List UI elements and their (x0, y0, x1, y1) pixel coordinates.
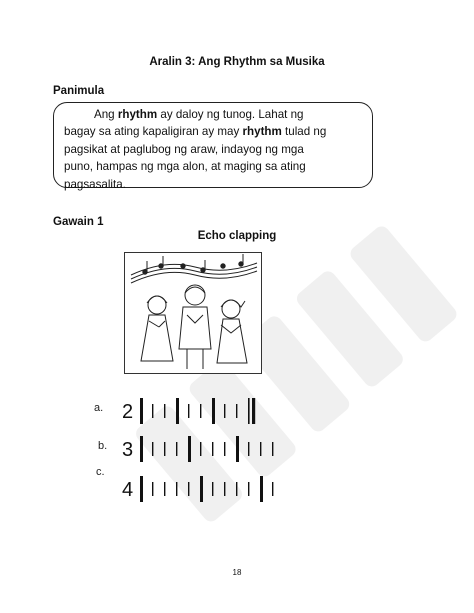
rhythm-row (0, 466, 474, 504)
beat-mark (164, 482, 165, 496)
bar-line (188, 436, 191, 462)
rhythm-row (0, 396, 474, 426)
exercise-label: c. (96, 466, 105, 478)
beat-mark (212, 442, 213, 456)
bar-line (140, 398, 143, 424)
beat-mark (152, 482, 153, 496)
bar-line (260, 476, 263, 502)
activity-subtitle: Echo clapping (197, 230, 277, 242)
bar-line (200, 476, 203, 502)
final-bar-thick (252, 398, 255, 424)
rhythm-notation (118, 396, 278, 426)
beat-mark (224, 482, 225, 496)
meter-number: 2 (122, 401, 134, 423)
rhythm-notation (118, 474, 278, 504)
intro-line: bagay sa ating kapaligiran ay may rhythm tulad ng (64, 125, 327, 139)
meter-number: 3 (122, 439, 134, 461)
children-clapping-illustration (124, 252, 262, 374)
beat-mark (236, 404, 237, 418)
beat-mark (164, 404, 165, 418)
beat-mark (248, 482, 249, 496)
bar-line (140, 476, 143, 502)
beat-mark (272, 482, 273, 496)
beat-mark (152, 442, 153, 456)
rhythm-notation (118, 434, 278, 464)
beat-mark (164, 442, 165, 456)
beat-mark (272, 442, 273, 456)
introduction-box (53, 102, 373, 191)
activity-heading: Gawain 1 (53, 216, 104, 228)
beat-mark (176, 482, 177, 496)
beat-mark (236, 482, 237, 496)
beat-mark (188, 404, 189, 418)
illustration-drawing (125, 253, 261, 373)
bar-line (236, 436, 239, 462)
exercise-label: b. (98, 440, 108, 452)
intro-line: pagsasalita. (64, 177, 126, 191)
beat-mark (212, 482, 213, 496)
beat-mark (188, 482, 189, 496)
beat-mark (176, 442, 177, 456)
beat-mark (200, 442, 201, 456)
exercise-label: a. (94, 402, 104, 414)
beat-mark (248, 442, 249, 456)
rhythm-term: rhythm (117, 108, 158, 121)
beat-mark (152, 404, 153, 418)
beat-mark (224, 404, 225, 418)
page-number: 18 (232, 568, 242, 577)
intro-line: puno, hampas ng mga alon, at maging sa ating (64, 160, 306, 174)
final-bar-thin (248, 398, 250, 424)
intro-line: Ang rhythm ay daloy ng tunog. Lahat ng (94, 108, 304, 121)
lesson-title: Aralin 3: Ang Rhythm sa Musika (149, 56, 325, 68)
intro-line: pagsikat at paglubog ng araw, indayog ng mga (64, 142, 304, 156)
beat-mark (200, 404, 201, 418)
bar-line (212, 398, 215, 424)
beat-mark (224, 442, 225, 456)
meter-number: 4 (122, 479, 134, 501)
introduction-heading: Panimula (53, 85, 105, 97)
bar-line (176, 398, 179, 424)
beat-mark (260, 442, 261, 456)
bar-line (140, 436, 143, 462)
rhythm-row (0, 434, 474, 464)
rhythm-term: rhythm (242, 125, 282, 139)
